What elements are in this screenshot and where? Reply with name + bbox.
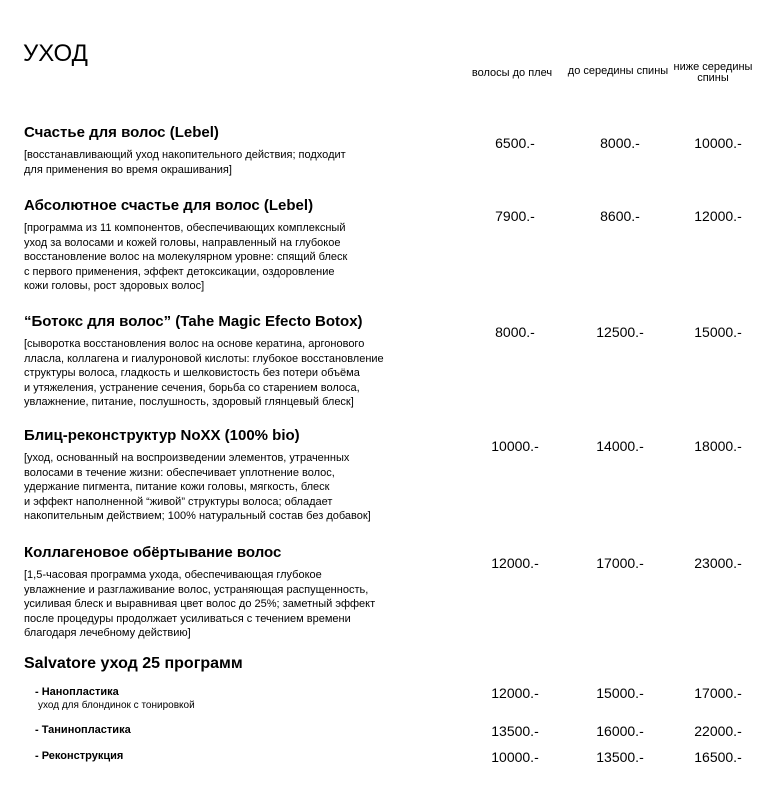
salvatore-price: 10000.- (491, 749, 539, 765)
service-description: [уход, основанный на воспроизведении элементов, утраченных волосами в течение жизни: обеспечивает уплотнение волос, удержание пигмента, питание кожи головы, мягкость, блеск и эффект наполненной “живой” структуры волоса; обладает накопительным действием; 100% натуральный состав без добавок] (24, 452, 371, 522)
service-price: 8000.- (495, 324, 535, 340)
service-name: Коллагеновое обёртывание волос (24, 544, 282, 561)
service-item (24, 544, 464, 641)
salvatore-item (35, 686, 195, 711)
salvatore-price: 22000.- (694, 723, 742, 739)
service-price: 12000.- (694, 208, 742, 224)
column-header-below-mid-back: ниже середины спины (673, 61, 753, 84)
salvatore-price: 16000.- (596, 723, 644, 739)
salvatore-price: 16500.- (694, 749, 742, 765)
service-item (24, 197, 464, 294)
service-description: [1,5-часовая программа ухода, обеспечивающая глубокое увлажнение и разглаживание волос, устраняющая распущенность, усиливая блеск и выравнивая цвет волос до 25%; заметный эффект после процедуры продолжает усиливаться с течением времени благодаря лечебному действию] (24, 569, 376, 639)
salvatore-price: 13500.- (491, 723, 539, 739)
service-name: Блиц-реконструктур NoXX (100% bio) (24, 427, 300, 444)
salvatore-item-name: - Нанопластика (35, 686, 119, 698)
service-description: [восстанавливающий уход накопительного действия; подходит для применения во время окрашивания] (24, 149, 346, 176)
salvatore-item (35, 724, 131, 736)
salvatore-price: 15000.- (596, 685, 644, 701)
service-price: 12500.- (596, 324, 644, 340)
salvatore-item (35, 750, 123, 762)
salvatore-price: 13500.- (596, 749, 644, 765)
service-price: 23000.- (694, 555, 742, 571)
service-description: [программа из 11 компонентов, обеспечивающих комплексный уход за волосами и кожей головы, направленный на глубокое восстановление волос на молекулярном уровне: спящий блеск с первого применения, эффект детоксикации, оздоровление кожи головы, рост здоровых волос] (24, 222, 348, 292)
salvatore-item-name: - Реконструкция (35, 750, 124, 762)
service-price: 8000.- (600, 135, 640, 151)
service-item (24, 124, 464, 177)
service-price: 17000.- (596, 555, 644, 571)
column-header-shoulder: волосы до плеч (471, 67, 553, 79)
service-price: 10000.- (491, 438, 539, 454)
service-price: 15000.- (694, 324, 742, 340)
service-price: 12000.- (491, 555, 539, 571)
service-item (24, 427, 464, 524)
column-header-mid-back: до середины спины (567, 65, 669, 77)
salvatore-price: 12000.- (491, 685, 539, 701)
service-item (24, 313, 464, 410)
service-name: Абсолютное счастье для волос (Lebel) (24, 197, 314, 214)
service-price: 8600.- (600, 208, 640, 224)
service-price: 18000.- (694, 438, 742, 454)
service-description: [сыворотка восстановления волос на основе кератина, аргонового лласла, коллагена и гиалуроновой кислоты: глубокое восстановление структуры волоса, гладкость и шелковистость без потери объёма и утяжеления, устранение сечения, борьба со старением волоса, увлажнение, питание, послушность, здоровый глянцевый блеск] (24, 338, 384, 408)
section-heading-salvatore: Salvatore уход 25 программ (24, 655, 243, 672)
salvatore-item-name: - Танинопластика (35, 724, 131, 736)
salvatore-item-note: уход для блондинок с тонировкой (38, 700, 195, 711)
service-price: 14000.- (596, 438, 644, 454)
service-price: 10000.- (694, 135, 742, 151)
service-name: “Ботокс для волос” (Tahe Magic Efecto Botox) (24, 313, 363, 330)
service-price: 7900.- (495, 208, 535, 224)
service-name: Счастье для волос (Lebel) (24, 124, 219, 141)
salvatore-price: 17000.- (694, 685, 742, 701)
service-price: 6500.- (495, 135, 535, 151)
page-title: УХОД (23, 40, 88, 67)
